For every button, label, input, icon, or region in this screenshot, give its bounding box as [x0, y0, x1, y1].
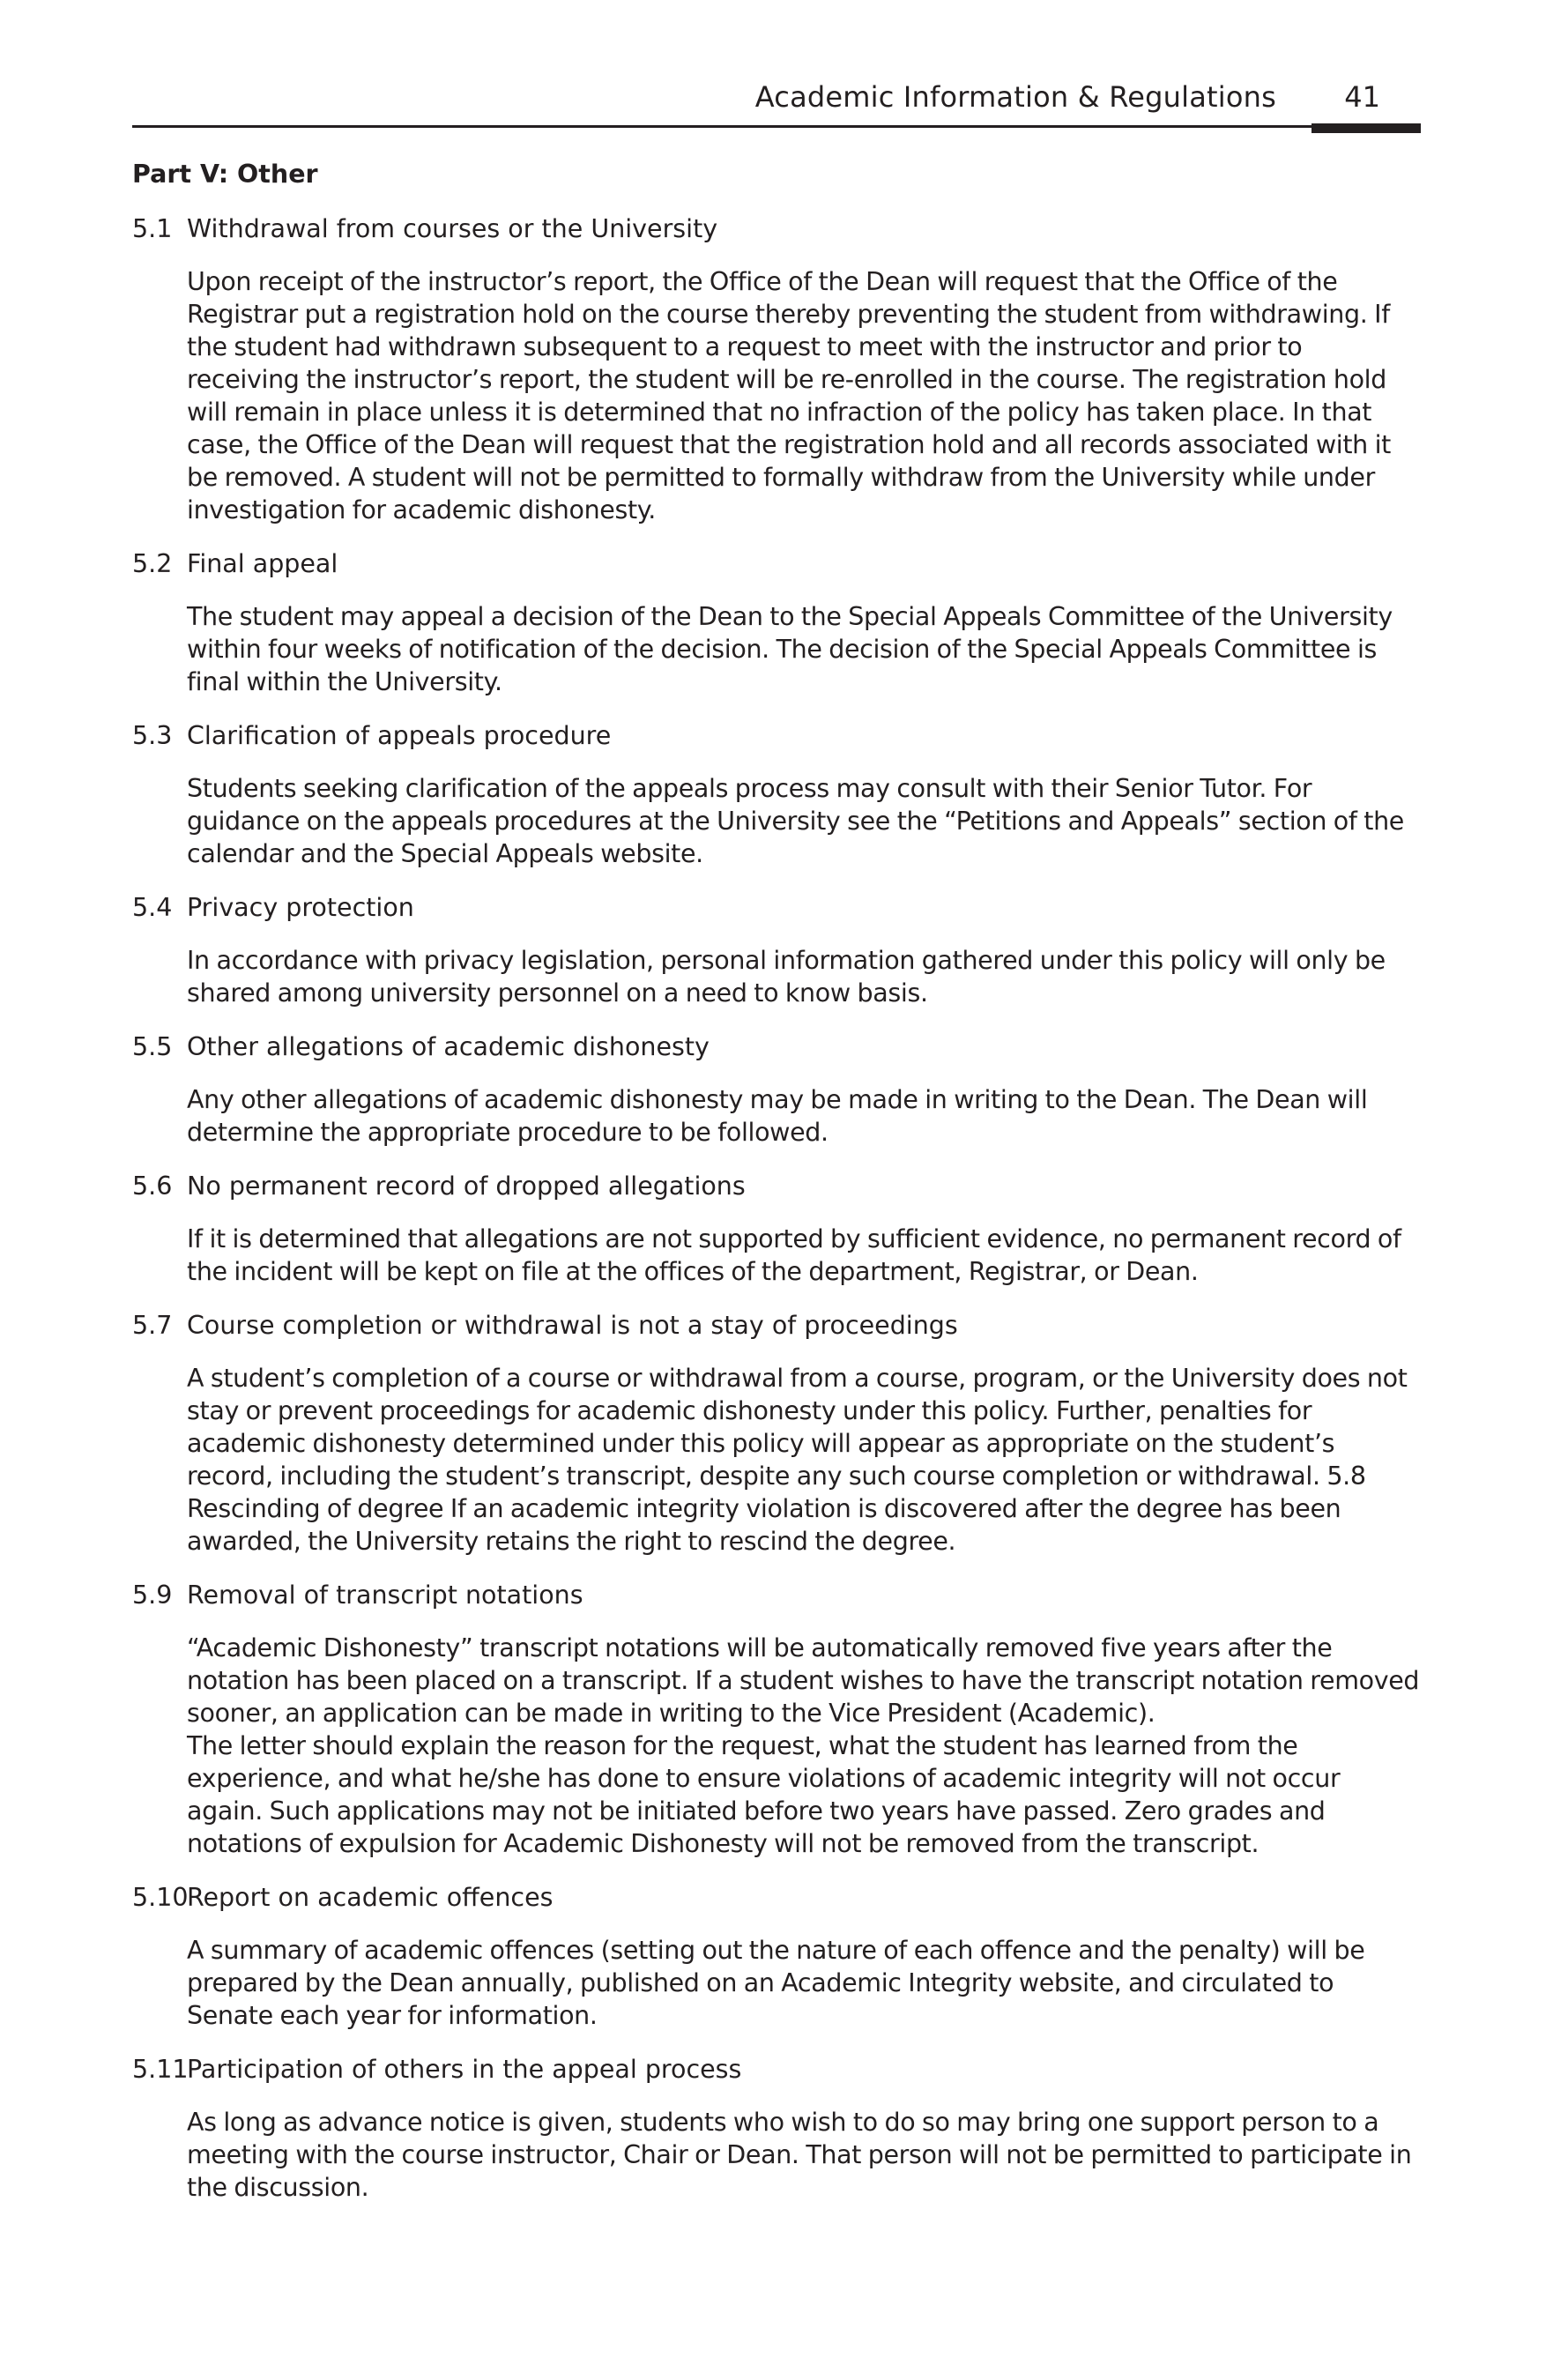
section-title: No permanent record of dropped allegations — [187, 1171, 746, 1201]
section-body — [187, 772, 1421, 870]
section — [132, 890, 1421, 1009]
section-paragraph: As long as advance notice is given, students who wish to do so may bring one support person to a meeting with the course instructor, Chair or Dean. That person will not be permitted to participate in the discussion. — [187, 2108, 1412, 2202]
page-number: 41 — [1344, 80, 1380, 114]
section-paragraph: “Academic Dishonesty” transcript notations will be automatically removed five years after the notation has been placed on a transcript. If a student wishes to have the transcript notation removed sooner, an application can be made in writing to the Vice President (Academic). — [187, 1633, 1420, 1728]
section-heading — [132, 212, 1421, 247]
section-number: 5.10 — [132, 1883, 189, 1912]
section-paragraph: A summary of academic offences (setting out the nature of each offence and the penalty) will be prepared by the Dean annually, published on an Academic Integrity website, and circulated to Senate each year for information. — [187, 1936, 1365, 2030]
section-heading — [132, 1308, 1421, 1343]
section-number: 5.7 — [132, 1311, 173, 1340]
section-heading — [132, 1880, 1421, 1915]
section-paragraph: In accordance with privacy legislation, personal information gathered under this policy will only be shared among university personnel on a need to know basis. — [187, 946, 1386, 1008]
section-heading — [132, 1578, 1421, 1613]
section — [132, 1169, 1421, 1288]
section — [132, 1030, 1421, 1149]
section — [132, 547, 1421, 698]
section-heading — [132, 890, 1421, 926]
section-list — [132, 212, 1421, 2204]
section-paragraph: The letter should explain the reason for the request, what the student has learned from the experience, and what he/she has done to ensure violations of academic integrity will not occur again. Such applications may not be initiated before two years have passed. Zero grades and notations of expulsion for Academic Dishonesty will not be removed from the transcript. — [187, 1731, 1341, 1858]
section-number: 5.6 — [132, 1171, 173, 1201]
section-number: 5.9 — [132, 1580, 173, 1610]
section — [132, 212, 1421, 526]
section-number: 5.5 — [132, 1032, 173, 1061]
section-heading — [132, 718, 1421, 754]
section-title: Other allegations of academic dishonesty — [187, 1032, 710, 1061]
section-heading — [132, 1030, 1421, 1065]
section-heading — [132, 1169, 1421, 1204]
section-title: Final appeal — [187, 549, 338, 578]
section-body — [187, 1083, 1421, 1149]
section-body — [187, 2106, 1421, 2204]
running-header — [132, 79, 1421, 128]
section-number: 5.3 — [132, 721, 173, 750]
section-heading — [132, 2052, 1421, 2087]
section-paragraph: If it is determined that allegations are not supported by sufficient evidence, no permanent record of the incident will be kept on file at the offices of the department, Registrar, or Dean. — [187, 1224, 1401, 1286]
section — [132, 1578, 1421, 1860]
running-title: Academic Information & Regulations — [754, 80, 1276, 114]
section-body — [187, 600, 1421, 698]
section-title: Participation of others in the appeal process — [187, 2055, 742, 2084]
section — [132, 718, 1421, 870]
section-title: Removal of transcript notations — [187, 1580, 583, 1610]
section-title: Report on academic offences — [187, 1883, 554, 1912]
section-number: 5.11 — [132, 2055, 189, 2084]
document-body — [132, 157, 1421, 2224]
section-title: Privacy protection — [187, 893, 414, 922]
section-body — [187, 1632, 1421, 1860]
section-number: 5.1 — [132, 214, 173, 243]
section-body — [187, 265, 1421, 526]
section-paragraph: Upon receipt of the instructor’s report, the Office of the Dean will request that the Office of the Registrar put a registration hold on the course thereby preventing the student from withdrawing. If the student had withdrawn subsequent to a request to meet with the instructor and prior to receiving the instructor’s report, the student will be re-enrolled in the course. The registration hold will remain in place unless it is determined that no infraction of the policy has taken place. In that case, the Office of the Dean will request that the registration hold and all records associated with it be removed. A student will not be permitted to formally withdraw from the University while under investigation for academic dishonesty. — [187, 267, 1391, 524]
section-heading — [132, 547, 1421, 582]
section-paragraph: Students seeking clarification of the appeals process may consult with their Senior Tutor. For guidance on the appeals procedures at the University see the “Petitions and Appeals” section of the calendar and the Special Appeals website. — [187, 774, 1404, 868]
section-paragraph: The student may appeal a decision of the Dean to the Special Appeals Committee of the University within four weeks of notification of the decision. The decision of the Special Appeals Committee is final within the University. — [187, 602, 1393, 696]
section-paragraph: A student’s completion of a course or withdrawal from a course, program, or the University does not stay or prevent proceedings for academic dishonesty under this policy. Further, penalties for academic dishonesty determined under this policy will appear as appropriate on the student’s record, including the student’s transcript, despite any such course completion or withdrawal. 5.8 Rescinding of degree If an academic integrity violation is discovered after the degree has been awarded, the University retains the right to rescind the degree. — [187, 1364, 1408, 1556]
section-body — [187, 1934, 1421, 2032]
part-title: Part V: Other — [132, 160, 318, 189]
section — [132, 1880, 1421, 2032]
section-number: 5.2 — [132, 549, 173, 578]
section-body — [187, 1362, 1421, 1558]
page-number-tab — [1312, 123, 1421, 133]
section-title: Withdrawal from courses or the University — [187, 214, 718, 243]
section-title: Clarification of appeals procedure — [187, 721, 612, 750]
section-body — [187, 1223, 1421, 1288]
section-number: 5.4 — [132, 893, 173, 922]
section-paragraph: Any other allegations of academic dishonesty may be made in writing to the Dean. The Dean will determine the appropriate procedure to be followed. — [187, 1085, 1368, 1147]
section — [132, 2052, 1421, 2204]
section-title: Course completion or withdrawal is not a stay of proceedings — [187, 1311, 958, 1340]
section-body — [187, 944, 1421, 1009]
section — [132, 1308, 1421, 1558]
